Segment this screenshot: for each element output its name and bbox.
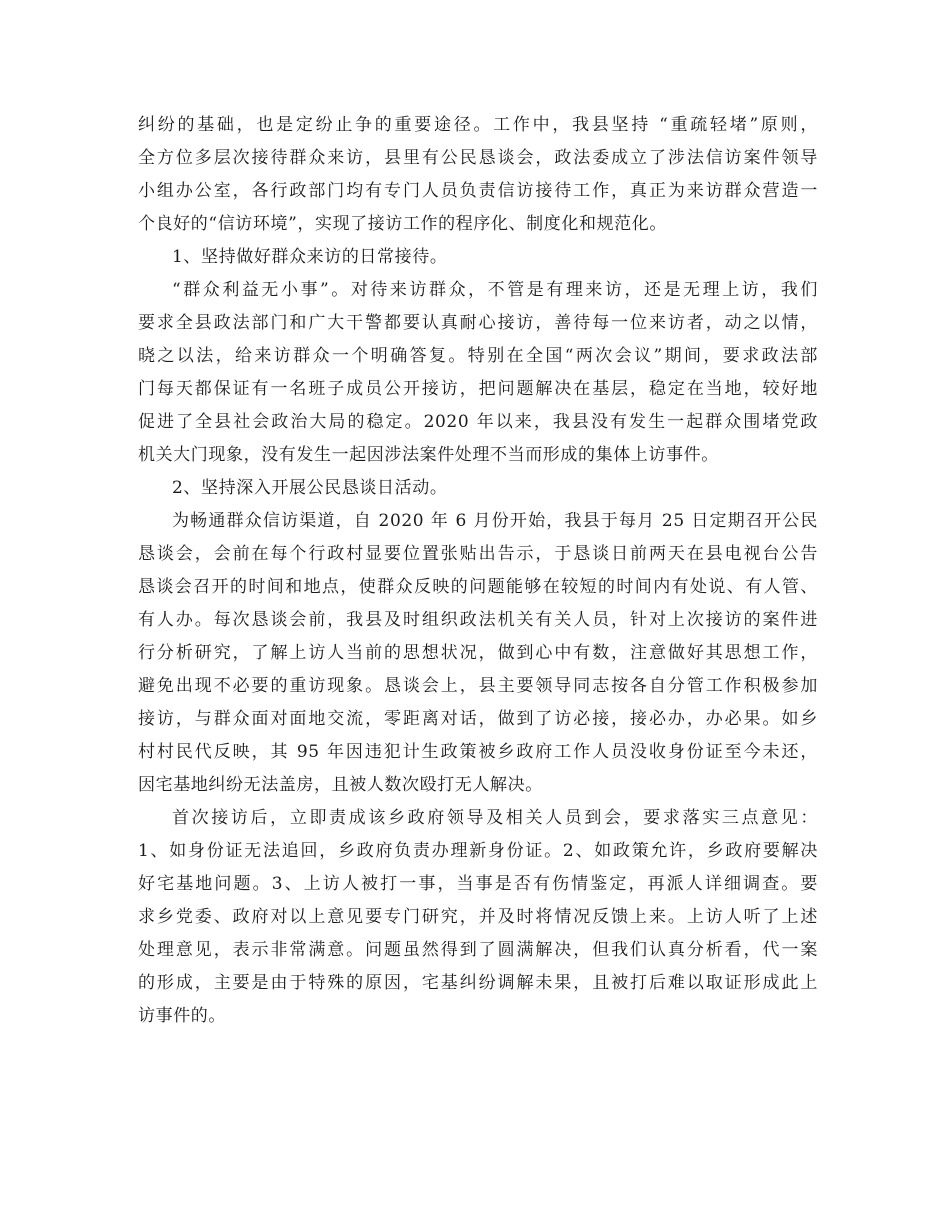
text-line: 2、坚持深入开展公民恳谈日活动。 <box>172 478 448 498</box>
text-line: 接访，与群众面对面地交流，零距离对话，做到了访必接，接必办，办必果。如乡 <box>138 709 818 729</box>
text-line: 要求全县政法部门和广大干警都要认真耐心接访，善待每一位来访者，动之以情， <box>138 313 818 333</box>
text-line: 避免出现不必要的重访现象。恳谈会上，县主要领导同志按各自分管工作积极参加 <box>138 676 818 696</box>
paragraph <box>138 274 818 472</box>
text-line: 有人办。每次恳谈会前，我县及时组织政法机关有关人员，针对上次接访的案件进 <box>138 610 818 630</box>
text-line: 小组办公室，各行政部门均有专门人员负责信访接待工作，真正为来访群众营造一 <box>138 181 818 201</box>
text-line: 1、坚持做好群众来访的日常接待。 <box>172 247 448 267</box>
paragraph <box>138 241 818 274</box>
text-line: 恳谈会，会前在每个行政村显要位置张贴出告示，于恳谈日前两天在县电视台公告 <box>138 544 818 564</box>
paragraph <box>138 109 818 241</box>
text-line: “群众利益无小事”。对待来访群众，不管是有理来访，还是无理上访，我们 <box>172 280 818 300</box>
text-line: 村村民代反映，其 95 年因违犯计生政策被乡政府工作人员没收身份证至今未还， <box>138 742 818 762</box>
text-line: 因宅基地纠纷无法盖房，且被人数次殴打无人解决。 <box>138 775 543 795</box>
text-line: 求乡党委、政府对以上意见要专门研究，并及时将情况反馈上来。上访人听了上述 <box>138 907 818 927</box>
text-line: 个良好的“信访环境”，实现了接访工作的程序化、制度化和规范化。 <box>138 214 667 234</box>
paragraph <box>138 472 818 505</box>
text-line: 访事件的。 <box>138 1006 226 1026</box>
document-page <box>138 109 818 1033</box>
text-line: 的形成，主要是由于特殊的原因，宅基纠纷调解未果，且被打后难以取证形成此上 <box>138 973 818 993</box>
text-line: 门每天都保证有一名班子成员公开接访，把问题解决在基层，稳定在当地，较好地 <box>138 379 818 399</box>
text-line: 晓之以法，给来访群众一个明确答复。特别在全国“两次会议”期间，要求政法部 <box>138 346 818 366</box>
paragraph <box>138 505 818 802</box>
text-line: 首次接访后，立即责成该乡政府领导及相关人员到会，要求落实三点意见： <box>172 808 818 828</box>
text-line: 好宅基地问题。3、上访人被打一事，当事是否有伤情鉴定，再派人详细调查。要 <box>138 874 818 894</box>
text-line: 机关大门现象，没有发生一起因涉法案件处理不当而形成的集体上访事件。 <box>138 445 719 465</box>
text-line: 纠纷的基础，也是定纷止争的重要途径。工作中，我县坚持 “重疏轻堵”原则， <box>138 115 818 135</box>
text-line: 全方位多层次接待群众来访，县里有公民恳谈会，政法委成立了涉法信访案件领导 <box>138 148 818 168</box>
text-line: 行分析研究，了解上访人当前的思想状况，做到心中有数，注意做好其思想工作， <box>138 643 818 663</box>
text-line: 恳谈会召开的时间和地点，使群众反映的问题能够在较短的时间内有处说、有人管、 <box>138 577 818 597</box>
text-line: 1、如身份证无法追回，乡政府负责办理新身份证。2、如政策允许，乡政府要解决 <box>138 841 818 861</box>
paragraph <box>138 802 818 1033</box>
text-line: 促进了全县社会政治大局的稳定。2020 年以来，我县没有发生一起群众围堵党政 <box>138 412 818 432</box>
text-line: 为畅通群众信访渠道，自 2020 年 6 月份开始，我县于每月 25 日定期召开公民 <box>172 511 818 531</box>
text-line: 处理意见，表示非常满意。问题虽然得到了圆满解决，但我们认真分析看，代一案 <box>138 940 818 960</box>
